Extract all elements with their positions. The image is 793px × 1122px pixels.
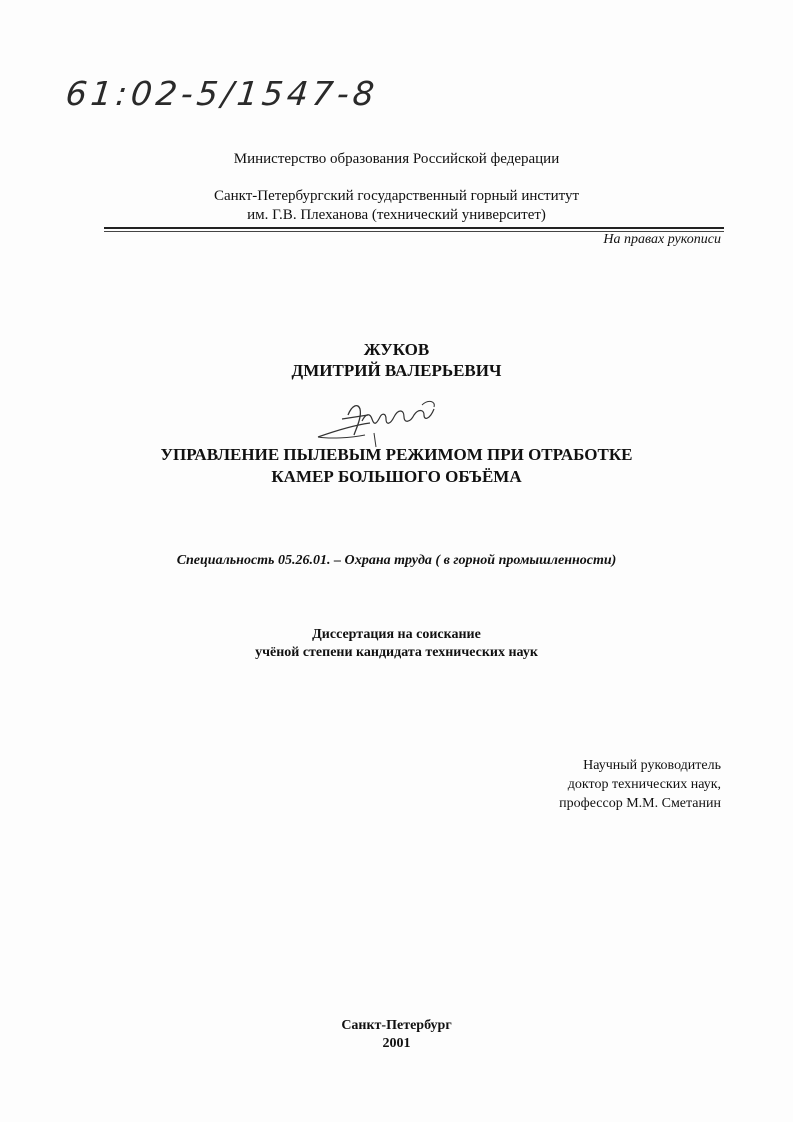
dissertation-title-line2: КАМЕР БОЛЬШОГО ОБЪЁМА [271,467,522,486]
author-signature [310,395,450,450]
institute-name: Санкт-Петербургский государственный горный институт [213,188,580,204]
degree-statement-line2: учёной степени кандидата технических наук [255,645,538,660]
supervisor-role: Научный руководитель [583,758,721,773]
year: 2001 [382,1036,411,1051]
author-last-name: ЖУКОВ [363,340,430,359]
header-divider-thick [104,227,724,229]
specialty-line: Специальность 05.26.01. – Охрана труда ( в горной промышленности) [176,553,617,568]
degree-statement-line1: Диссертация на соискание [312,627,481,642]
supervisor-degree: доктор технических наук, [567,777,721,792]
ministry-name: Министерство образования Российской федерации [233,151,560,167]
handwritten-registration-code: 61:02-5/1547-8 [63,74,381,113]
institute-subtitle: им. Г.В. Плеханова (технический университет) [247,207,546,223]
author-first-names: ДМИТРИЙ ВАЛЕРЬЕВИЧ [291,361,502,380]
city: Санкт-Петербург [341,1018,452,1033]
supervisor-block [559,756,721,813]
supervisor-name: профессор М.М. Сметанин [559,796,721,811]
rights-note: На правах рукописи [603,232,721,247]
dissertation-title-line1: УПРАВЛЕНИЕ ПЫЛЕВЫМ РЕЖИМОМ ПРИ ОТРАБОТКЕ [160,445,633,464]
